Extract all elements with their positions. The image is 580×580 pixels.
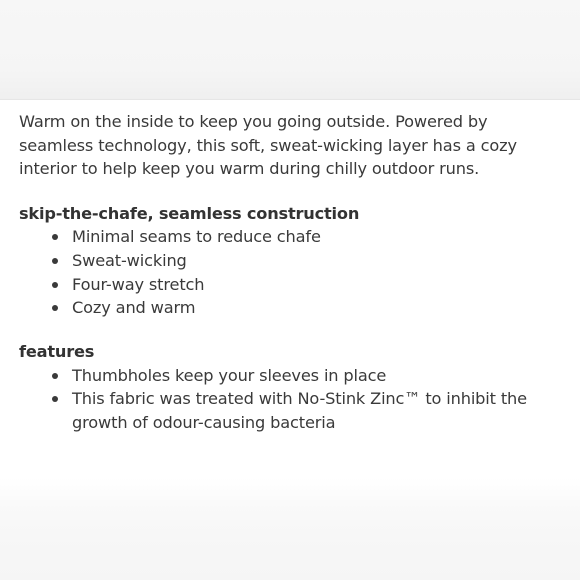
section-heading-construction: skip-the-chafe, seamless construction bbox=[19, 203, 360, 223]
top-image-fade bbox=[0, 0, 580, 100]
list-item-text: Thumbholes keep your sleeves in place bbox=[72, 365, 387, 385]
product-description bbox=[19, 110, 559, 435]
bullet-icon bbox=[52, 282, 58, 288]
list-item bbox=[72, 225, 559, 249]
bullet-icon bbox=[52, 396, 58, 402]
bottom-image-fade bbox=[0, 478, 580, 580]
list-item-text: Sweat-wicking bbox=[72, 250, 187, 270]
list-item-text: This fabric was treated with No-Stink Zinc™ to inhibit the growth of odour-causing bacteria bbox=[72, 389, 527, 433]
list-item-text: Four-way stretch bbox=[72, 274, 205, 294]
list-item bbox=[72, 249, 559, 273]
bullet-icon bbox=[52, 234, 58, 240]
bullet-icon bbox=[52, 258, 58, 264]
list-item bbox=[72, 273, 559, 297]
section-heading-features: features bbox=[19, 342, 95, 362]
list-item-text: Cozy and warm bbox=[72, 298, 196, 318]
construction-list bbox=[19, 225, 559, 320]
list-item bbox=[72, 387, 559, 435]
list-item-text: Minimal seams to reduce chafe bbox=[72, 227, 321, 246]
list-item bbox=[72, 296, 559, 320]
bullet-icon bbox=[52, 305, 58, 311]
bullet-icon bbox=[52, 373, 58, 379]
features-list bbox=[19, 364, 559, 435]
list-item bbox=[72, 364, 559, 388]
intro-paragraph: Warm on the inside to keep you going outside. Powered by seamless technology, this soft, sweat-wicking layer has a cozy interior to help keep you warm during chilly outdoor runs. bbox=[19, 112, 517, 178]
